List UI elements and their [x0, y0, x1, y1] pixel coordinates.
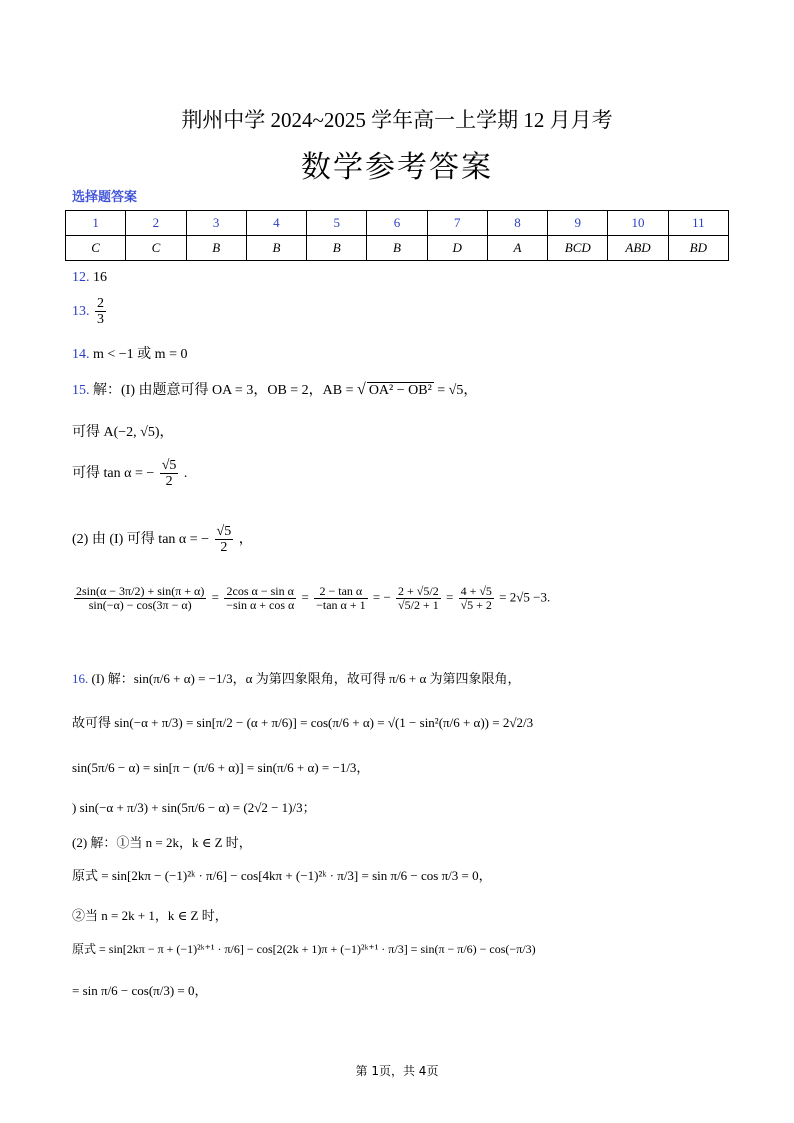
- question-number-cell: 11: [668, 211, 728, 236]
- q15-line-4: [72, 524, 253, 556]
- q14-value: m < −1 或 m = 0: [93, 347, 188, 362]
- q15-fraction: [224, 585, 296, 612]
- document-title: 荆州中学 2024~2025 学年高一上学期 12 月月考: [181, 108, 613, 132]
- q16-line-4: ) sin(−α + π/3) + sin(5π/6 − α) = (2√2 − 1)/3；: [72, 800, 316, 815]
- answer-cell: B: [186, 236, 246, 261]
- q15-fraction: [396, 585, 441, 612]
- q15-text: .: [183, 466, 188, 482]
- fraction-numerator: 2sin(α − 3π/2) + sin(π + α): [76, 584, 205, 598]
- q13-fraction: [95, 296, 106, 328]
- q16-line-3: sin(5π/6 − α) = sin[π − (π/6 + α)] = sin(π/6 + α) = −1/3，: [72, 760, 370, 775]
- question-number-cell: 5: [307, 211, 367, 236]
- fraction-denominator: −tan α + 1: [316, 598, 366, 613]
- q15-fraction: [459, 585, 494, 612]
- answer-cell: A: [487, 236, 547, 261]
- q15-fraction: [160, 458, 179, 490]
- fraction-numerator: √5: [216, 524, 232, 539]
- question-number-cell: 3: [186, 211, 246, 236]
- answer-cell: B: [367, 236, 427, 261]
- answer-cell: ABD: [608, 236, 668, 261]
- question-number-cell: 9: [548, 211, 608, 236]
- fraction-denominator: −sin α + cos α: [226, 598, 295, 613]
- fraction-numerator: 4 + √5: [460, 584, 492, 598]
- answer-cell: C: [66, 236, 126, 261]
- document-subtitle: 数学参考答案: [301, 151, 493, 184]
- q14-answer: [72, 343, 187, 363]
- question-number-cell: 4: [246, 211, 306, 236]
- fraction-numerator: 2cos α − sin α: [224, 585, 296, 599]
- q13-number: 13.: [72, 304, 90, 320]
- question-number-cell: 2: [126, 211, 186, 236]
- question-number-cell: 1: [66, 211, 126, 236]
- q12-value: 16: [93, 270, 107, 285]
- answer-cell: BCD: [548, 236, 608, 261]
- q15-text: ，: [238, 532, 253, 548]
- answer-table-answer-row: [66, 236, 729, 261]
- fraction-denominator: √5 + 2: [460, 598, 492, 613]
- q15-text: = √5，: [437, 383, 478, 398]
- q15-line-2: 可得 A(−2, √5)，: [72, 425, 174, 440]
- answer-cell: C: [126, 236, 186, 261]
- fraction-denominator: √5/2 + 1: [398, 598, 439, 613]
- radical-sign: √: [357, 381, 366, 398]
- q15-text: (2) 由 (I) 可得 tan α = −: [72, 532, 210, 548]
- q15-fraction: [215, 524, 234, 556]
- fraction-denominator: 3: [97, 312, 104, 328]
- fraction-numerator: 2 + √5/2: [398, 584, 439, 598]
- q13-answer: [72, 296, 108, 328]
- q15-text: 可得 tan α = −: [72, 466, 155, 482]
- q12-number: 12.: [72, 270, 90, 285]
- q16-line-7: ②当 n = 2k + 1，k ∈ Z 时，: [72, 908, 228, 923]
- fraction-numerator: 2: [97, 296, 104, 311]
- question-number-cell: 6: [367, 211, 427, 236]
- q15-fraction: [314, 585, 367, 612]
- fraction-denominator: 2: [220, 540, 228, 556]
- question-number-cell: 7: [427, 211, 487, 236]
- q15-line-5: $\frac{2\sin(\alpha - 3\pi/2) + \sin(\pi + \alpha)}{\sin(-\alpha) - \cos(3\pi - \alpha)}$ = $\frac{\text{2cos α − sin α}}{\text{−sin α + cos α}}$ = $\frac{\text{2 − tan α}}{\text{−tan α + 1}}$ = − $\frac{2 + √5/2}{√5/2 + 1}$ = $\frac{4 + √5}{√5 + 2}$ = 2√5 −3.: [76, 584, 551, 613]
- mc-section-label: 选择题答案: [72, 190, 138, 205]
- answer-table: [65, 210, 729, 261]
- fraction-denominator: sin(−α) − cos(3π − α): [88, 598, 192, 613]
- q16-line-9: = sin π/6 − cos(π/3) = 0，: [72, 983, 208, 998]
- answer-cell: D: [427, 236, 487, 261]
- answer-cell: B: [246, 236, 306, 261]
- q16-line-6: 原式 = sin[2kπ − (−1)²ᵏ · π/6] − cos[4kπ + (−1)²ᵏ · π/3] = sin π/6 − cos π/3 = 0，: [72, 868, 492, 883]
- answer-table-number-row: [66, 211, 729, 236]
- q16-line-8: 原式 = sin[2kπ − π + (−1)²ᵏ⁺¹ · π/6] − cos[2(2k + 1)π + (−1)²ᵏ⁺¹ · π/3] = sin(π − π/6) − cos(−π/3): [72, 942, 536, 956]
- question-number-cell: 10: [608, 211, 668, 236]
- q16-line-5: (2) 解：①当 n = 2k，k ∈ Z 时，: [72, 835, 252, 850]
- q12-answer: [72, 270, 107, 286]
- page-footer: 第 1页，共 4页: [355, 1064, 439, 1078]
- question-number-cell: 8: [487, 211, 547, 236]
- q15-fraction: [74, 585, 206, 612]
- q14-number: 14.: [72, 347, 90, 362]
- q16-number: 16.: [72, 671, 89, 686]
- q16-line-2: 故可得 sin(−α + π/3) = sin[π/2 − (α + π/6)] = cos(π/6 + α) = √(1 − sin²(π/6 + α)) = 2√2/3: [72, 715, 534, 730]
- q15-line-3: [72, 458, 187, 490]
- answer-cell: BD: [668, 236, 728, 261]
- fraction-numerator: √5: [161, 458, 177, 473]
- q15-line-1: [72, 379, 477, 400]
- fraction-denominator: 2: [165, 474, 173, 490]
- q15-text: 解：(I) 由题意可得 OA = 3，OB = 2，AB =: [93, 383, 354, 398]
- q15-radicand: OA² − OB²: [368, 383, 432, 398]
- q16-text: (I) 解：sin(π/6 + α) = −1/3，α 为第四象限角，故可得 π/6 + α 为第四象限角，: [91, 671, 521, 686]
- q16-line-1: [72, 668, 521, 687]
- q15-text: = 2√5 −3.: [499, 589, 551, 605]
- fraction-numerator: 2 − tan α: [314, 585, 367, 599]
- answer-cell: B: [307, 236, 367, 261]
- q15-number: 15.: [72, 383, 90, 398]
